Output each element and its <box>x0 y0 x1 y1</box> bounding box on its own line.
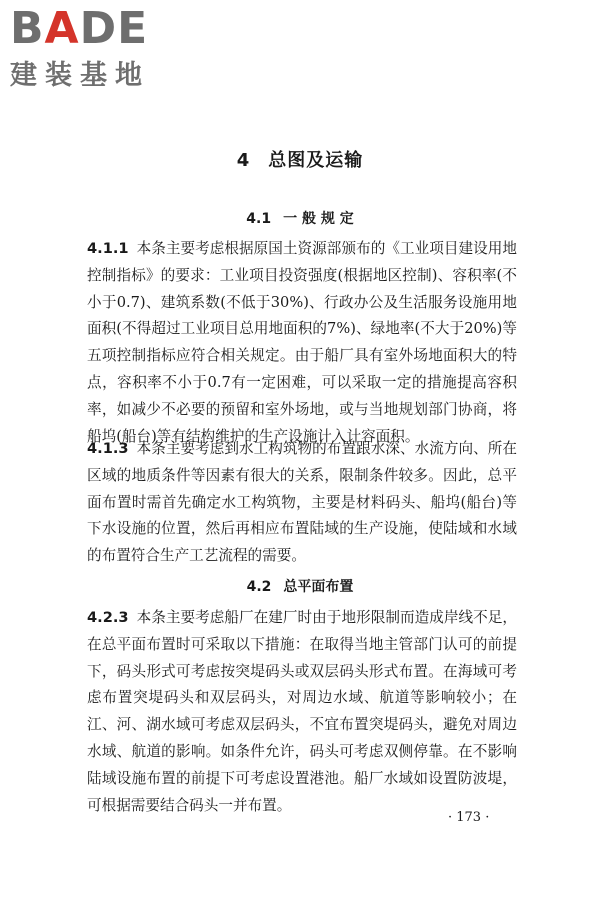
logo-accent-letter: A <box>44 3 80 54</box>
clause-number: 4.1.1 <box>87 240 129 257</box>
chapter-number: 4 <box>236 150 251 171</box>
section-number: 4.1 <box>246 211 272 227</box>
logo-wordmark: BADE <box>10 3 149 54</box>
page-number: · 173 · <box>448 810 490 825</box>
clause-4-2-3 <box>87 605 517 819</box>
clause-text: 本条主要考虑根据原国土资源部颁布的《工业项目建设用地控制指标》的要求：工业项目投资强度(根据地区控制)、容积率(不小于0.7)、建筑系数(不低于30%)、行政办公及生活服务设施用地面积(不得超过工业项目总用地面积的7%)、绿地率(不大于20%)等五项控制指标应符合相关规定。由于船厂具有室外场地面积大的特点，容积率不小于0.7有一定困难，可以采取一定的措施提高容积率，如减少不必要的预留和室外场地，或与当地规划部门协商，将船坞(船台)等有结构维护的生产设施计入计容面积。 <box>87 240 517 445</box>
section-name: 一 般 规 定 <box>283 211 354 227</box>
section-number: 4.2 <box>246 579 272 595</box>
clause-4-1-3 <box>87 436 517 570</box>
section-name: 总平面布置 <box>283 579 354 595</box>
chapter-title <box>0 146 600 172</box>
section-title-4-1 <box>0 208 600 228</box>
site-logo <box>10 3 175 92</box>
clause-4-1-1 <box>87 236 517 450</box>
clause-text: 本条主要考虑到水工构筑物的布置跟水深、水流方向、所在区域的地质条件等因素有很大的关系，限制条件较多。因此，总平面布置时需首先确定水工构筑物，主要是材料码头、船坞(船台)等下水设施的位置，然后再相应布置陆域的生产设施，使陆域和水域的布置符合生产工艺流程的需要。 <box>87 440 517 565</box>
section-title-4-2 <box>0 576 600 596</box>
logo-subtitle: 建装基地 <box>10 60 150 91</box>
chapter-name: 总图及运输 <box>268 150 364 171</box>
clause-number: 4.1.3 <box>87 440 129 457</box>
clause-text: 本条主要考虑船厂在建厂时由于地形限制而造成岸线不足，在总平面布置时可采取以下措施：在取得当地主管部门认可的前提下，码头形式可考虑按突堤码头或双层码头形式布置。在海域可考虑布置突堤码头和双层码头，对周边水域、航道等影响较小；在江、河、湖水域可考虑双层码头，不宜布置突堤码头，避免对周边水域、航道的影响。如条件允许，码头可考虑双侧停靠。在不影响陆域设施布置的前提下可考虑设置港池。船厂水域如设置防波堤，可根据需要结合码头一并布置。 <box>87 609 517 814</box>
clause-number: 4.2.3 <box>87 609 129 626</box>
